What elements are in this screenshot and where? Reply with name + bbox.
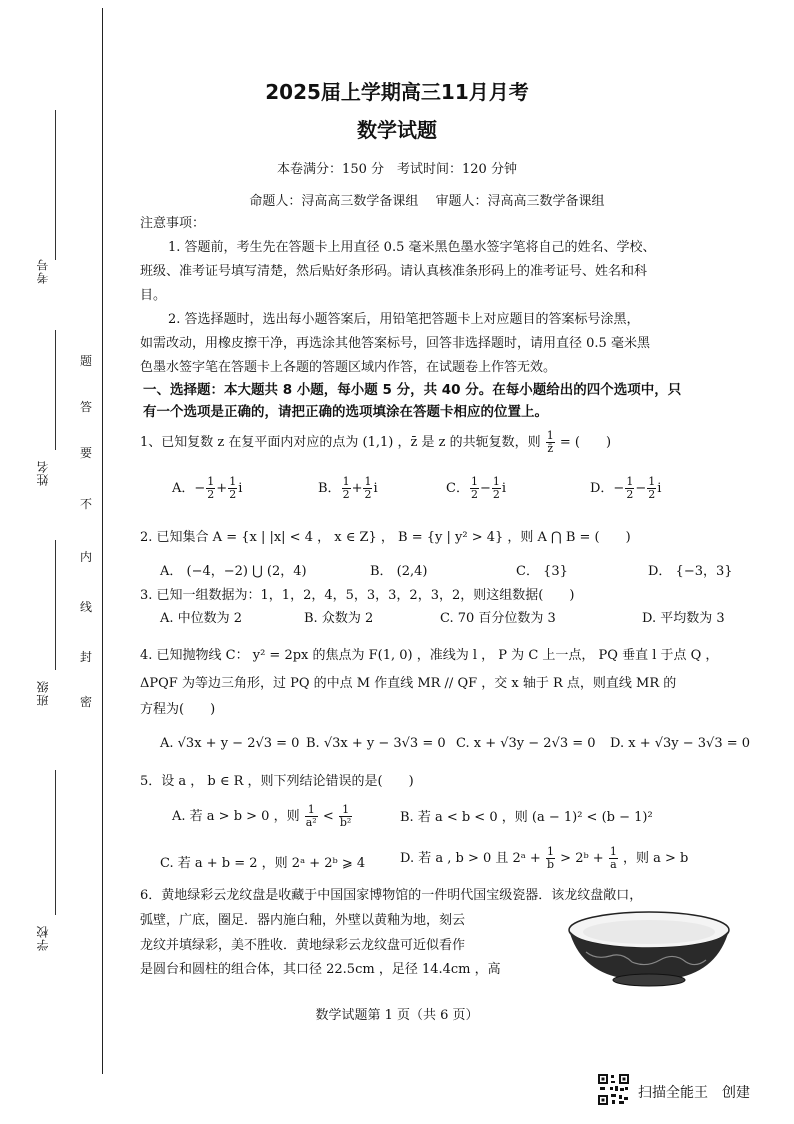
q3-option-c[interactable]: C. 70 百分位数为 3 bbox=[440, 611, 556, 626]
school-blank bbox=[55, 770, 56, 915]
q4-option-a[interactable]: A. √3x + y − 2√3 = 0 bbox=[160, 736, 300, 751]
note-text: 如需改动，用橡皮擦干净，再选涂其他答案标号，回答非选择题时，请用直径 0.5 毫米黑 bbox=[140, 336, 650, 351]
q5-option-c[interactable]: C. 若 a + b = 2 ，则 2ᵃ + 2ᵇ ⩾ 4 bbox=[160, 856, 366, 871]
q4-stem: ΔPQF 为等边三角形，过 PQ 的中点 M 作直线 MR // QF ，交 x 轴于 R 点，则直线 MR 的 bbox=[140, 676, 677, 691]
seal-char: 题 bbox=[80, 354, 93, 368]
q2-option-c[interactable]: C． {3} bbox=[516, 564, 568, 579]
q1-option-d[interactable]: D．− $\frac{1}{2}$ − $\frac{1}{2}$ i bbox=[590, 475, 662, 501]
notes-heading: 注意事项： bbox=[140, 216, 206, 231]
q4-option-d[interactable]: D. x + √3y − 3√3 = 0 bbox=[610, 736, 751, 751]
q3-option-a[interactable]: A. 中位数为 2 bbox=[160, 611, 243, 626]
subject-title: 数学试题 bbox=[357, 118, 437, 142]
q5-option-a[interactable]: A. 若 a > b > 0 ，则 $\frac{1}{\text{a²}}$ < $\frac{1}{\text{b²}}$ bbox=[172, 803, 352, 829]
seal-char: 内 bbox=[80, 550, 93, 564]
q6-stem: 6．黄地绿彩云龙纹盘是收藏于中国国家博物馆的一件明代国宝级瓷器．该龙纹盘敞口， bbox=[140, 888, 643, 903]
q4-option-c[interactable]: C. x + √3y − 2√3 = 0 bbox=[456, 736, 596, 751]
q2-option-a[interactable]: A． (−4，−2) ⋃ (2，4) bbox=[160, 564, 307, 579]
q1-option-c[interactable]: C． $\frac{1}{2}$ − $\frac{1}{2}$ i bbox=[446, 475, 507, 501]
q2-option-d[interactable]: D． {−3，3} bbox=[648, 564, 733, 579]
q3-option-d[interactable]: D. 平均数为 3 bbox=[642, 611, 725, 626]
dragon-plate-image bbox=[566, 908, 732, 988]
qr-code-icon bbox=[597, 1073, 630, 1106]
q6-stem: 弧壁，广底，圈足．器内施白釉，外壁以黄釉为地，刻云 bbox=[140, 913, 466, 928]
page-footer: 数学试题第 1 页（共 6 页） bbox=[315, 1008, 479, 1023]
name-blank bbox=[55, 330, 56, 450]
q5-stem: 5．设 a ， b ∈ R ，则下列结论错误的是( ) bbox=[140, 774, 414, 789]
q6-stem: 是圆台和圆柱的组合体，其口径 22.5cm ，足径 14.4cm ，高 bbox=[140, 962, 501, 977]
q6-stem: 龙纹并填绿彩，美不胜收．黄地绿彩云龙纹盘可近似看作 bbox=[140, 938, 466, 953]
section-heading: 一、选择题：本大题共 8 小题，每小题 5 分，共 40 分。在每小题给出的四个选项中，只 bbox=[143, 382, 682, 398]
exam-title: 2025届上学期高三11月月考 bbox=[265, 80, 529, 104]
seal-char: 封 bbox=[80, 650, 93, 664]
q2-option-b[interactable]: B． (2,4) bbox=[370, 564, 428, 579]
q5-option-b[interactable]: B. 若 a < b < 0 ，则 (a − 1)² < (b − 1)² bbox=[400, 810, 653, 825]
q4-option-b[interactable]: B. √3x + y − 3√3 = 0 bbox=[306, 736, 446, 751]
fraction: $\frac{1}{z̄}$ bbox=[546, 429, 554, 455]
name-label: 姓名 bbox=[36, 460, 50, 486]
q3-option-b[interactable]: B. 众数为 2 bbox=[304, 611, 374, 626]
school-label: 学校 bbox=[36, 925, 50, 951]
exam-number-label: 考号 bbox=[36, 258, 50, 284]
q5-option-d[interactable]: D. 若 a , b > 0 且 2ᵃ + $\frac{1}{b}$ > 2ᵇ + $\frac{1}{a}$ ，则 a > b bbox=[400, 845, 689, 871]
q2-stem: 2. 已知集合 A = {x | |x| < 4 ， x ∈ Z} ， B = {y | y² > 4} ，则 A ⋂ B = ( ) bbox=[140, 530, 631, 545]
q4-stem: 4. 已知抛物线 C： y² = 2px 的焦点为 F(1, 0) ，准线为 l ， P 为 C 上一点， PQ 垂直 l 于点 Q ， bbox=[140, 648, 719, 663]
score-time: 本卷满分：150 分 考试时间：120 分钟 bbox=[277, 162, 517, 177]
q4-stem: 方程为( ) bbox=[140, 702, 216, 717]
q1-option-a[interactable]: A．− $\frac{1}{2}$ + $\frac{1}{2}$ i bbox=[172, 475, 243, 501]
note-text: 班级、准考证号填写清楚，然后贴好条形码。请认真核准条形码上的准考证号、姓名和科 bbox=[140, 264, 648, 279]
seal-char: 答 bbox=[80, 400, 93, 414]
scanner-watermark: 扫描全能王 创建 bbox=[638, 1085, 750, 1101]
note-text: 1. 答题前，考生先在答题卡上用直径 0.5 毫米黑色墨水签字笔将自己的姓名、学校、 bbox=[168, 240, 656, 255]
seal-char: 密 bbox=[80, 695, 93, 709]
class-label: 班级 bbox=[36, 680, 50, 706]
q1-stem: 1、已知复数 z 在复平面内对应的点为 (1,1) ，z̄ 是 z 的共轭复数，则 $\frac{1}{z̄}$ = ( ) bbox=[140, 429, 612, 455]
section-heading: 有一个选项是正确的，请把正确的选项填涂在答题卡相应的位置上。 bbox=[143, 404, 548, 420]
seal-char: 不 bbox=[80, 497, 93, 511]
note-text: 2. 答选择题时，选出每小题答案后，用铅笔把答题卡上对应题目的答案标号涂黑， bbox=[168, 312, 640, 327]
seal-char: 线 bbox=[80, 600, 93, 614]
seal-char: 要 bbox=[80, 446, 93, 460]
authors: 命题人：浔高高三数学备课组 审题人：浔高高三数学备课组 bbox=[249, 194, 605, 209]
note-text: 色墨水签字笔在答题卡上各题的答题区域内作答，在试题卷上作答无效。 bbox=[140, 360, 557, 375]
note-text: 目。 bbox=[140, 288, 167, 303]
class-blank bbox=[55, 540, 56, 670]
q3-stem: 3. 已知一组数据为：1，1，2，4，5，3，3，2，3，2，则这组数据( ) bbox=[140, 588, 575, 603]
q1-option-b[interactable]: B． $\frac{1}{2}$ + $\frac{1}{2}$ i bbox=[318, 475, 378, 501]
